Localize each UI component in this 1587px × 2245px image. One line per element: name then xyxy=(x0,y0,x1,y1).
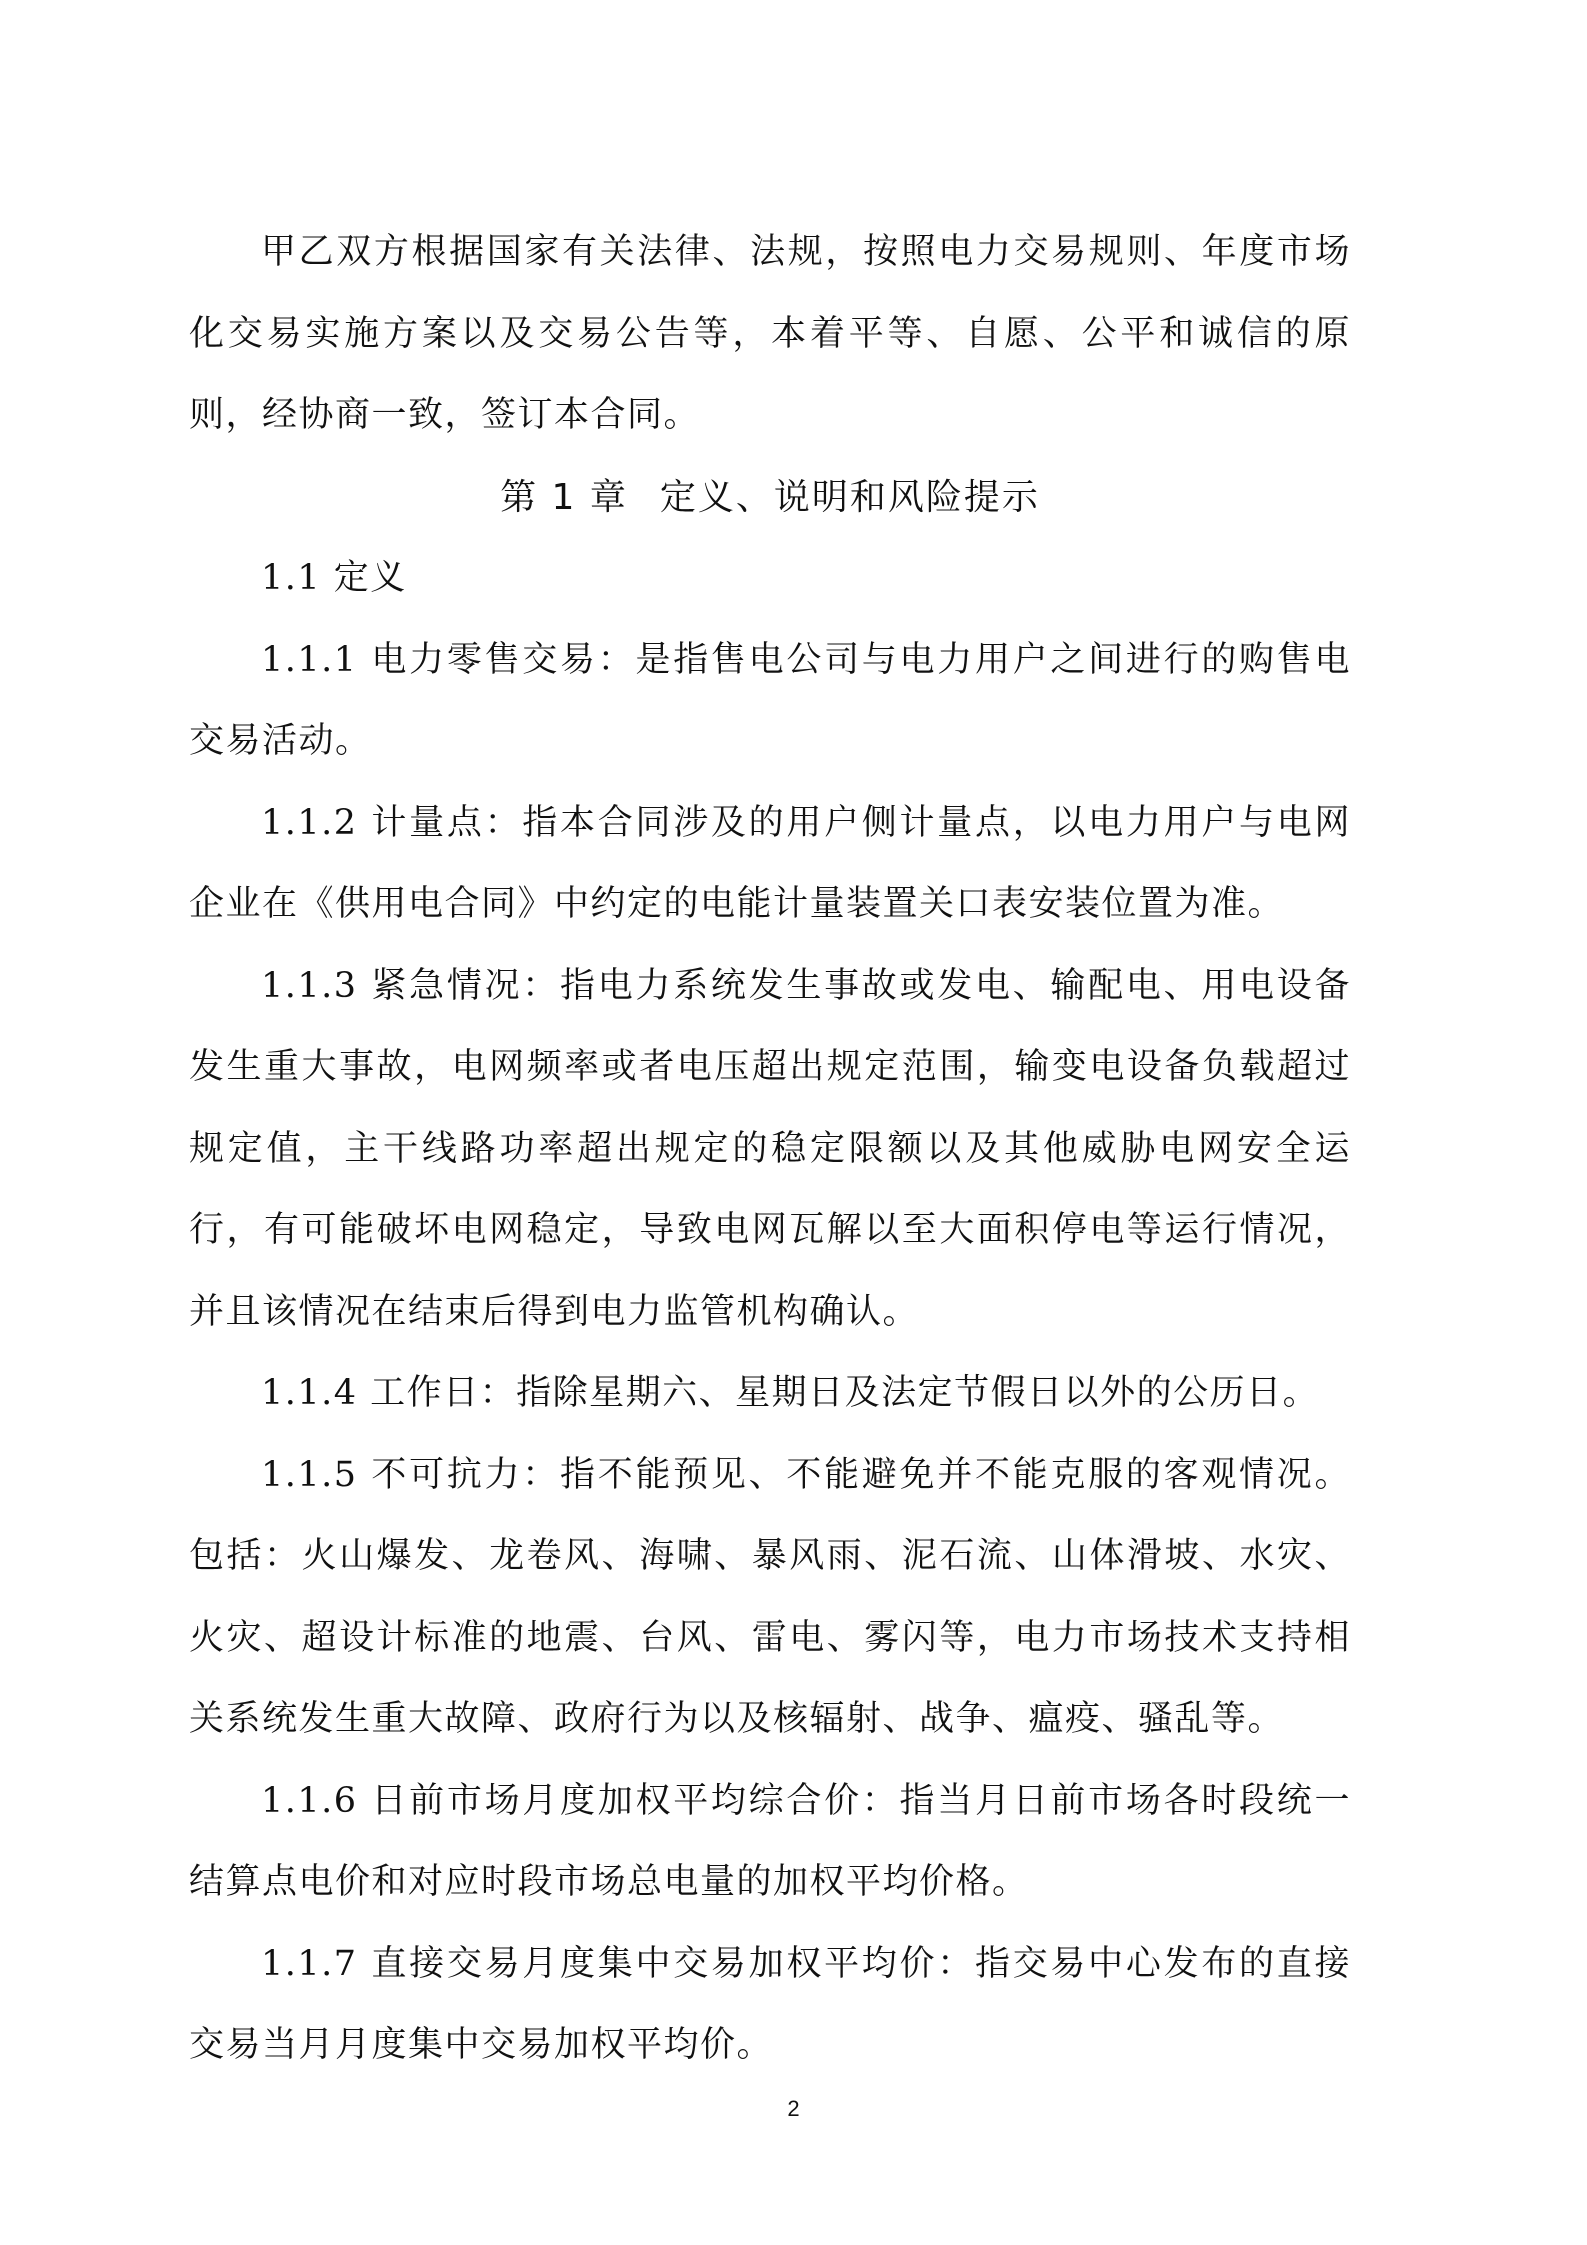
section-1-1: 1.1 定义 xyxy=(261,558,407,598)
section-1-1-6: 1.1.6 日前市场月度加权平均综合价：指当月日前市场各时段统一结算点电价和对应时段市场总电量的加权平均价格。 xyxy=(189,1780,1351,1902)
section-1-1-5: 1.1.5 不可抗力：指不能预见、不能避免并不能克服的客观情况。包括：火山爆发、龙卷风、海啸、暴风雨、泥石流、山体滑坡、水灾、火灾、超设计标准的地震、台风、雷电、雾闪等，电力市场技术支持相关系统发生重大故障、政府行为以及核辐射、战争、瘟疫、骚乱等。 xyxy=(189,1454,1351,1739)
section-1-1-7: 1.1.7 直接交易月度集中交易加权平均价：指交易中心发布的直接交易当月月度集中交易加权平均价。 xyxy=(189,1943,1351,2065)
section-1-1-1: 1.1.1 电力零售交易：是指售电公司与电力用户之间进行的购售电交易活动。 xyxy=(189,639,1351,761)
document-body xyxy=(189,212,1351,2087)
chapter-number: 第 1 章 xyxy=(500,476,628,518)
section-1-1-3: 1.1.3 紧急情况：指电力系统发生事故或发电、输配电、用电设备发生重大事故，电网频率或者电压超出规定范围，输变电设备负载超过规定值，主干线路功率超出规定的稳定限额以及其他威胁电网安全运行，有可能破坏电网稳定，导致电网瓦解以至大面积停电等运行情况，并且该情况在结束后得到电力监管机构确认。 xyxy=(189,965,1351,1332)
intro-paragraph: 甲乙双方根据国家有关法律、法规，按照电力交易规则、年度市场化交易实施方案以及交易公告等，本着平等、自愿、公平和诚信的原则，经协商一致，签订本合同。 xyxy=(189,232,1351,435)
section-1-1-4: 1.1.4 工作日：指除星期六、星期日及法定节假日以外的公历日。 xyxy=(261,1373,1320,1413)
page-number: 2 xyxy=(787,2096,800,2121)
section-1-1-2: 1.1.2 计量点：指本合同涉及的用户侧计量点，以电力用户与电网企业在《供用电合同》中约定的电能计量装置关口表安装位置为准。 xyxy=(189,802,1351,924)
chapter-title: 定义、说明和风险提示 xyxy=(659,476,1040,518)
chapter-heading xyxy=(189,457,1351,539)
